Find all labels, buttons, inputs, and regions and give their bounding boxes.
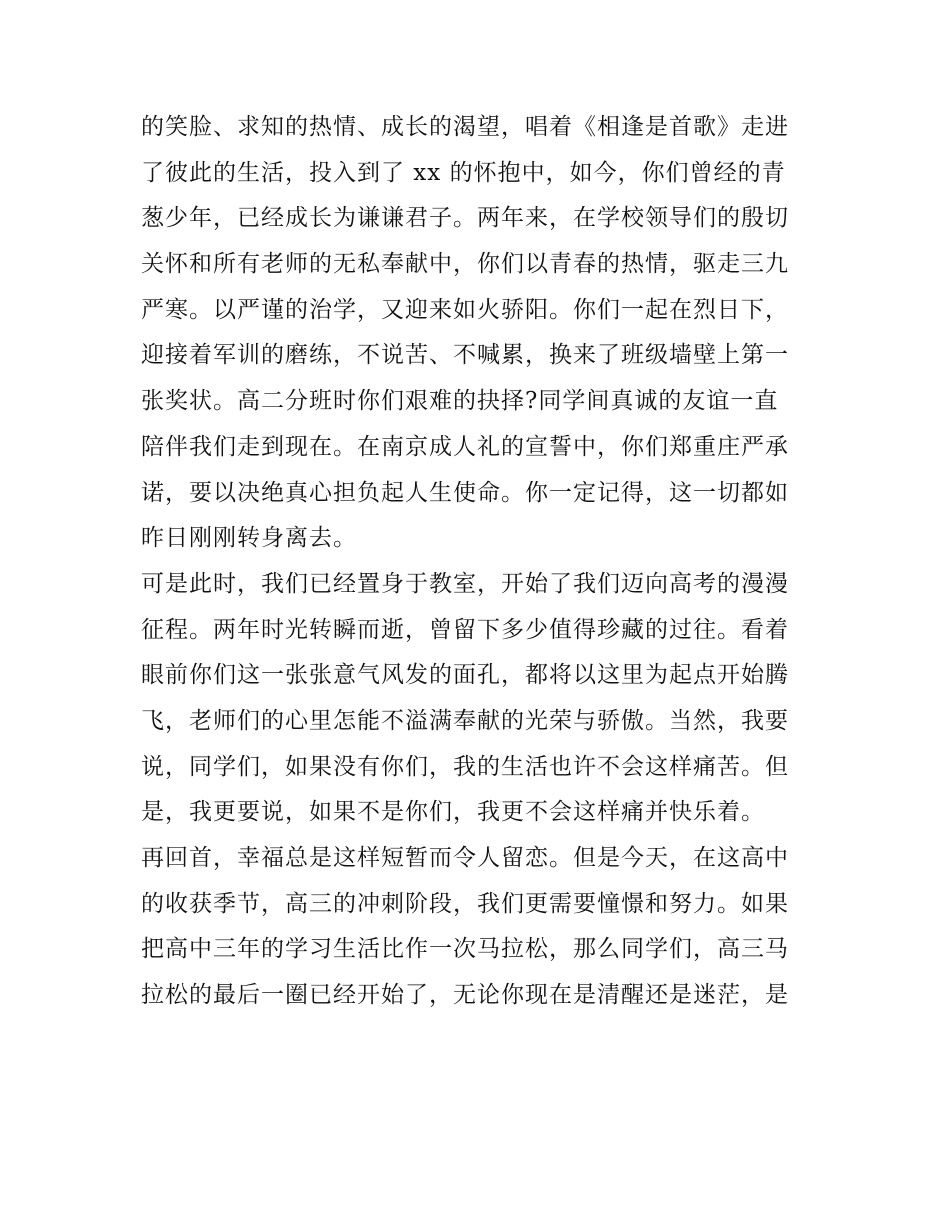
text-line: 的收获季节，高三的冲刺阶段，我们更需要憧憬和努力。如果 — [141, 890, 789, 917]
text-line: 征程。两年时光转瞬而逝，曾留下多少值得珍藏的过往。看着 — [141, 616, 789, 643]
text-line: 把高中三年的学习生活比作一次马拉松，那么同学们，高三马 — [141, 936, 789, 963]
text-line: 葱少年，已经成长为谦谦君子。两年来，在学校领导们的殷切 — [141, 205, 789, 232]
text-line: 可是此时，我们已经置身于教室，开始了我们迈向高考的漫漫 — [141, 570, 789, 597]
text-line: 迎接着军训的磨练，不说苦、不喊累，换来了班级墙壁上第一 — [141, 342, 789, 369]
text-line: 关怀和所有老师的无私奉献中，你们以青春的热情，驱走三九 — [141, 251, 789, 278]
text-line: 再回首，幸福总是这样短暂而令人留恋。但是今天，在这高中 — [141, 845, 789, 871]
text-line: 张奖状。高二分班时你们艰难的抉择?同学间真诚的友谊一直 — [141, 388, 779, 415]
text-line: 是，我更要说，如果不是你们，我更不会这样痛并快乐着。 — [141, 799, 765, 826]
text-line: 说，同学们，如果没有你们，我的生活也许不会这样痛苦。但 — [141, 753, 789, 780]
text-line: 陪伴我们走到现在。在南京成人礼的宣誓中，你们郑重庄严承 — [141, 433, 789, 460]
text-line: 严寒。以严谨的治学，又迎来如火骄阳。你们一起在烈日下， — [141, 296, 789, 323]
text-line: 了彼此的生活，投入到了 xx 的怀抱中，如今，你们曾经的青 — [141, 159, 786, 186]
text-line: 飞，老师们的心里怎能不溢满奉献的光荣与骄傲。当然，我要 — [141, 707, 789, 734]
text-line: 拉松的最后一圈已经开始了，无论你现在是清醒还是迷茫，是 — [141, 982, 789, 1009]
body-text — [141, 105, 816, 1019]
text-line: 眼前你们这一张张意气风发的面孔，都将以这里为起点开始腾 — [141, 662, 789, 689]
text-line: 的笑脸、求知的热情、成长的渴望，唱着《相逢是首歌》走进 — [141, 114, 789, 140]
text-line: 昨日刚刚转身离去。 — [141, 525, 357, 552]
text-line: 诺，要以决绝真心担负起人生使命。你一定记得，这一切都如 — [141, 479, 789, 506]
